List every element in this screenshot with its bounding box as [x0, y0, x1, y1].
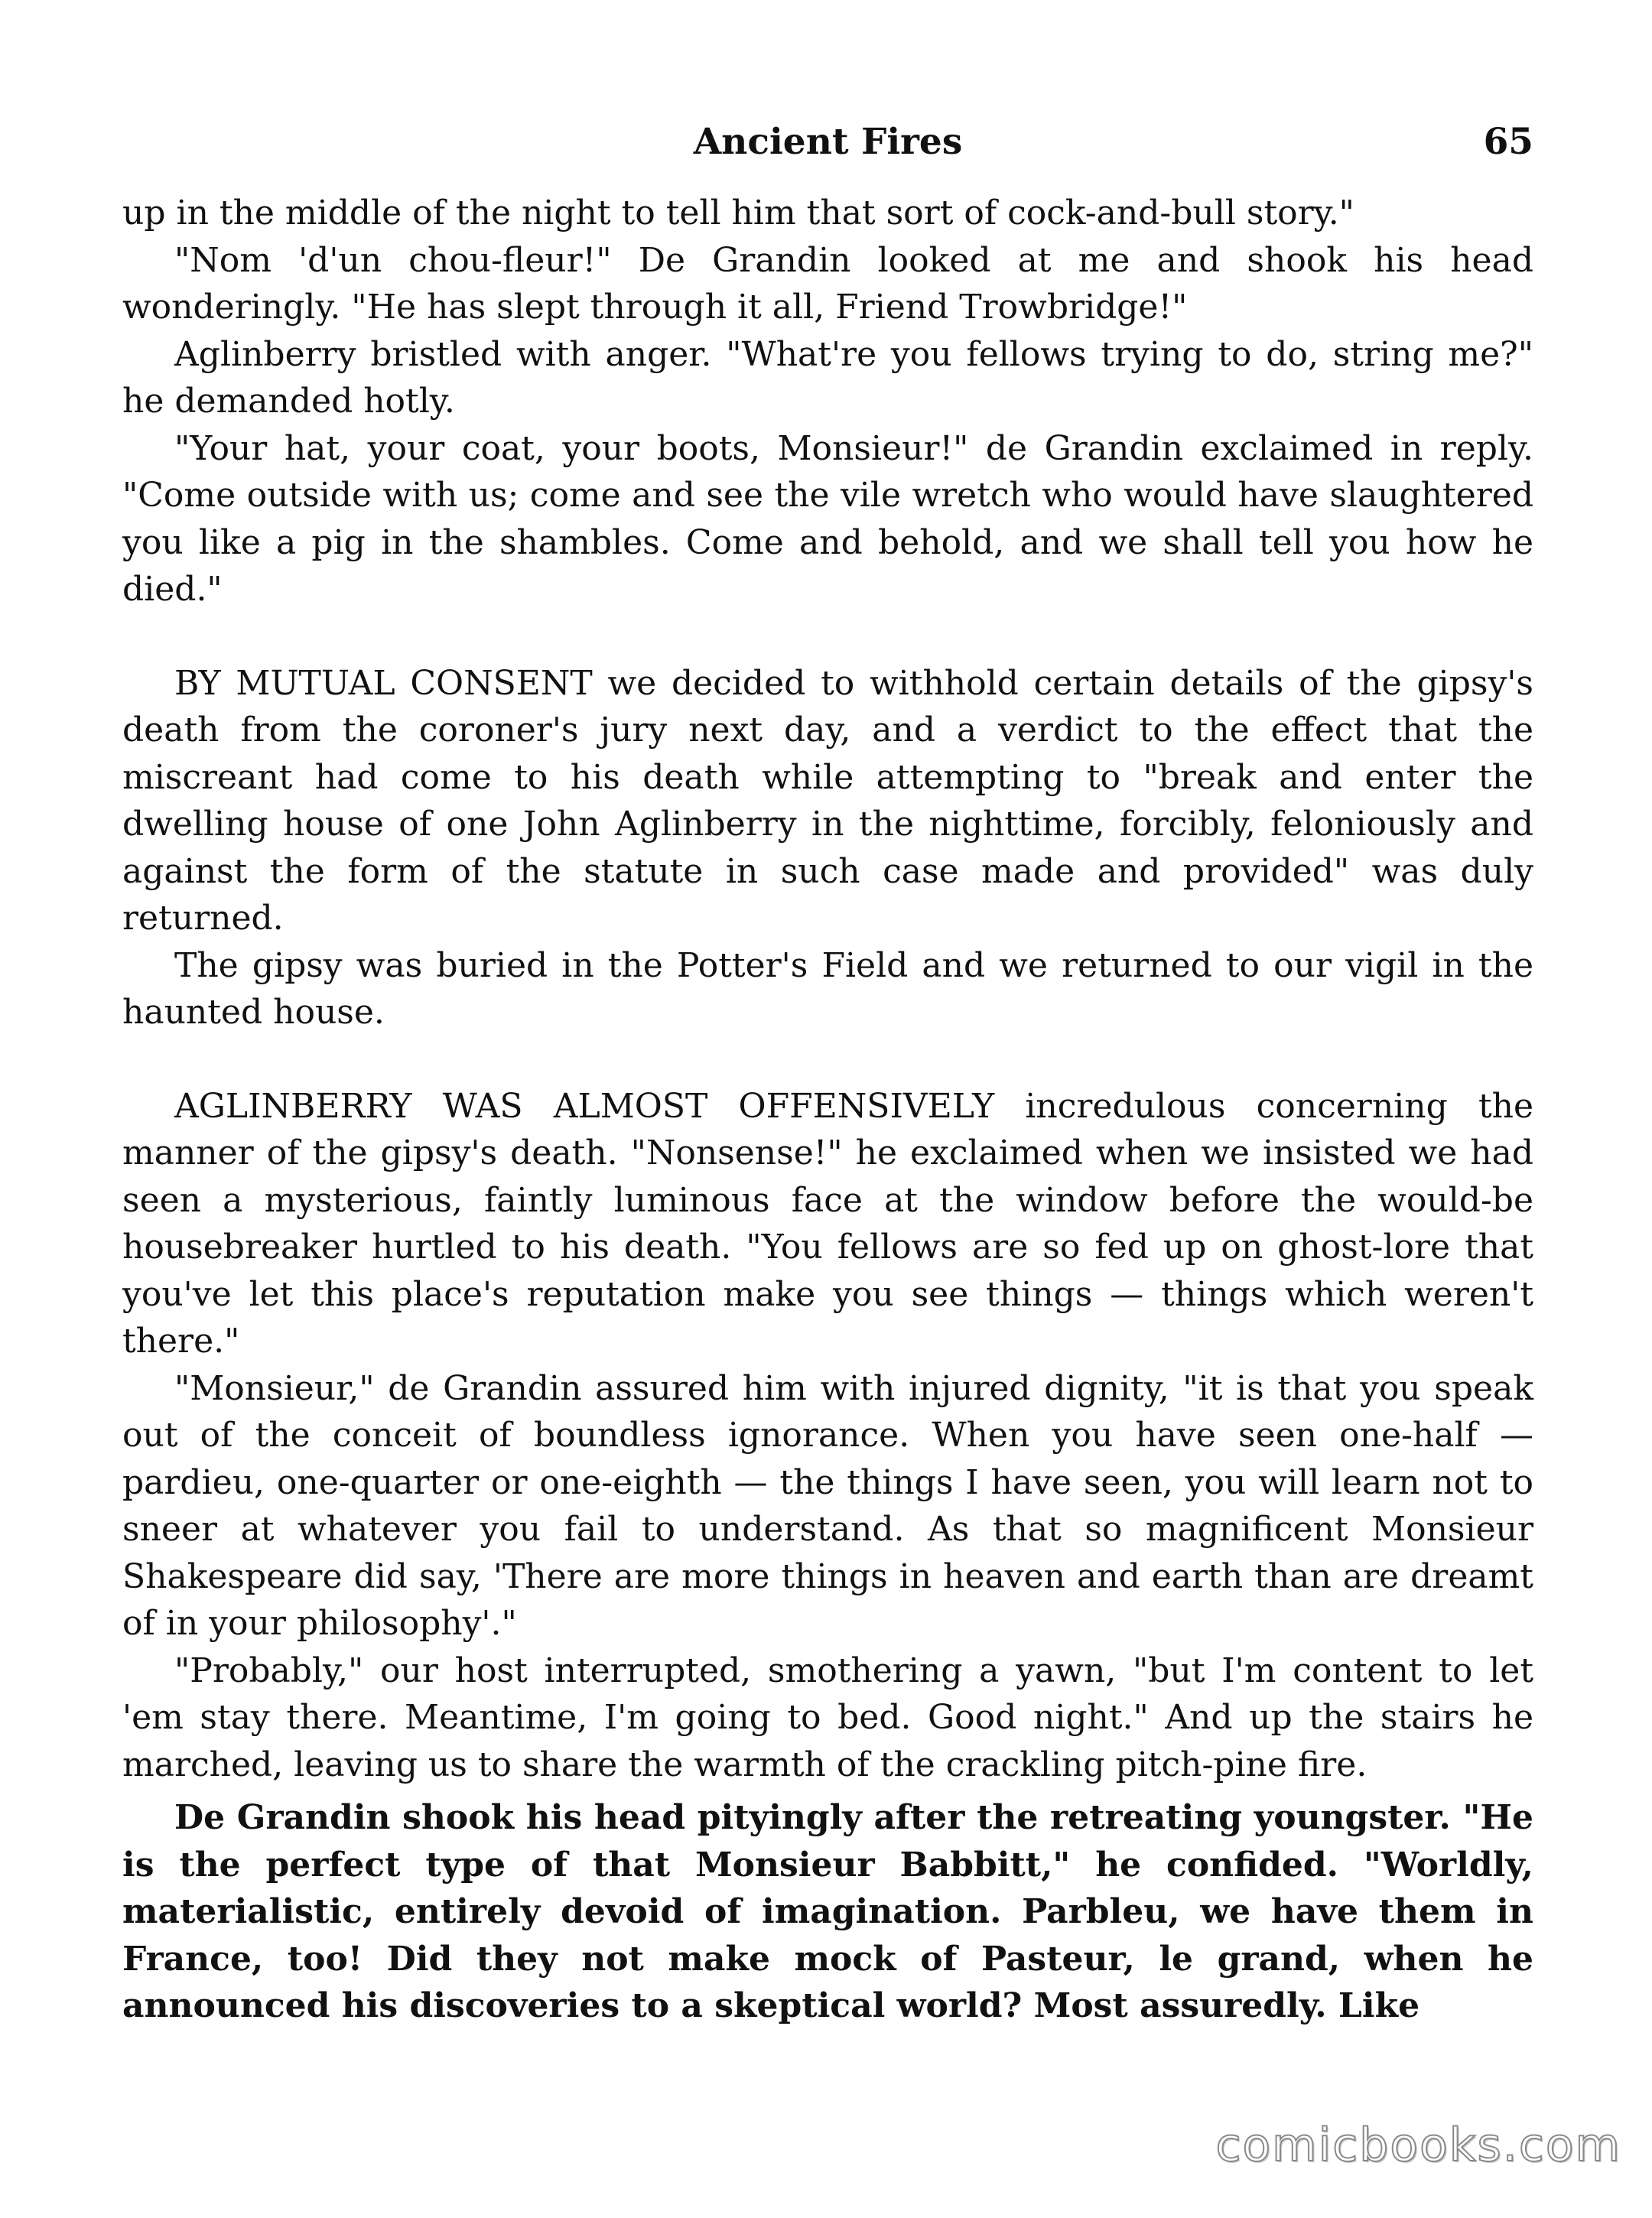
chapter-title: Ancient Fires — [693, 121, 963, 163]
paragraph-2: "Nom 'd'un chou-fleur!" De Grandin looked at me and shook his head wonderingly. "He has slept through it all, Friend Trowbridge!" — [122, 240, 1533, 327]
paragraph-10: De Grandin shook his head pityingly after the retreating youngster. "He is the perfect type of that Monsieur Babbitt," he confided. "Worldly, materialistic, entirely devoid of imagination. Parbleu, we have them in France, too! Did they not make mock of Pasteur, le grand, when he announced his discoveries to a skeptical world? Most assuredly. Like — [122, 1798, 1533, 2025]
paragraph-6: The gipsy was buried in the Potter's Field and we returned to our vigil in the haunted house. — [122, 945, 1533, 1032]
paragraph-7: AGLINBERRY WAS ALMOST OFFENSIVELY incredulous concerning the manner of the gipsy's death. "Nonsense!" he exclaimed when we insisted we had seen a mysterious, faintly luminous face at the window before the would-be housebreaker hurtled to his death. "You fellows are so fed up on ghost-lore that you've let this place's reputation make you see things — things which weren't there." — [122, 1086, 1533, 1361]
paragraph-1: up in the middle of the night to tell him that sort of cock-and-bull story." — [122, 194, 1354, 233]
paragraph-9: "Probably," our host interrupted, smothering a yawn, "but I'm content to let 'em stay there. Meantime, I'm going to bed. Good night." And up the stairs he marched, leaving us to share the warmth of the crackling pitch-pine fire. — [122, 1650, 1533, 1784]
paragraph-5: BY MUTUAL CONSENT we decided to withhold certain details of the gipsy's death from the coroner's jury next day, and a verdict to the effect that the miscreant had come to his death while attempting to "break and enter the dwelling house of one John Aglinberry in the nighttime, forcibly, feloniously and against the form of the statute in such case made and provided" was duly returned. — [122, 663, 1533, 938]
section-break — [122, 1036, 1533, 1083]
section-break — [122, 613, 1533, 660]
page-number: 65 — [1483, 121, 1533, 163]
body-text — [122, 190, 1533, 2030]
paragraph-4: "Your hat, your coat, your boots, Monsieur!" de Grandin exclaimed in reply. "Come outside with us; come and see the vile wretch who would have slaughtered you like a pig in the shambles. Come and behold, and we shall tell you how he died." — [122, 428, 1533, 609]
paragraph-8: "Monsieur," de Grandin assured him with injured dignity, "it is that you speak out of the conceit of boundless ignorance. When you have seen one-half — pardieu, one-quarter or one-eighth — the things I have seen, you will learn not to sneer at whatever you fail to understand. As that so magnificent Monsieur Shakespeare did say, 'There are more things in heaven and earth than are dreamt of in your philosophy'." — [122, 1368, 1533, 1643]
watermark-logo: comicbooks.com — [1215, 2119, 1621, 2172]
running-head — [122, 121, 1533, 174]
paragraph-3: Aglinberry bristled with anger. "What're you fellows trying to do, string me?" he demanded hotly. — [122, 334, 1533, 421]
